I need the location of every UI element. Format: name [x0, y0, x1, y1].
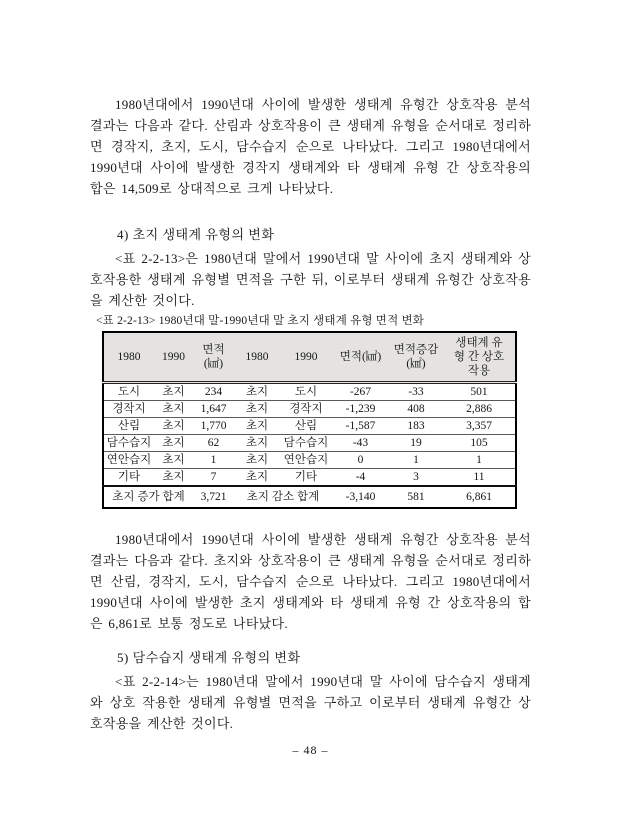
table-cell: 19: [389, 435, 443, 452]
table-cell: 초지: [234, 418, 280, 435]
paragraph-interaction-analysis-grassland: 1980년대에서 1990년대 사이에 발생한 생태계 유형간 상호작용 분석 결과는 다음과 같다. 초지와 상호작용이 큰 생태계 유형을 순서대로 정리하면 산림, 경작지, 도시, 담수습지 순으로 나타났다. 그리고 1980년대에서 1990년대 사이에 발생한 초지 생태계와 타 생태계 유형 간 상호작용의 합은 6,861로 보통 정도로 나타났다.: [90, 532, 531, 631]
table-header-cell: 면적(㎢): [332, 332, 389, 383]
table-cell: 기타: [280, 469, 332, 487]
table-cell: 산림: [103, 418, 154, 435]
page-content: [90, 94, 531, 758]
total-decrease-label: 초지 감소 합계: [234, 486, 332, 508]
table-caption: <표 2-2-13> 1980년대 말-1990년대 말 초지 생태계 유형 면적 변화: [96, 315, 425, 327]
table-header-cell: 면적증감(㎢): [389, 332, 443, 383]
table-cell: 초지: [234, 452, 280, 469]
table-cell: 초지: [154, 435, 193, 452]
table-cell: 1: [193, 452, 234, 469]
total-change-value: 581: [389, 486, 443, 508]
table-header-row: [103, 332, 516, 383]
table-cell: 초지: [245, 386, 269, 398]
table-cell: 초지: [234, 435, 280, 452]
table-cell: 경작지: [280, 401, 332, 418]
table-cell: 501: [470, 386, 488, 398]
table-row: [103, 418, 516, 435]
table-row: [103, 401, 516, 418]
paragraph-interaction-analysis-forest: 1980년대에서 1990년대 사이에 발생한 생태계 유형간 상호작용 분석 결과는 다음과 같다. 산림과 상호작용이 큰 생태계 유형을 순서대로 정리하면 경작지, 초지, 도시, 담수습지 순으로 나타났다. 그리고 1980년대에서 1990년대 사이에 발생한 경작지 생태계와 타 생태계 유형 간 상호작용의 합은 14,509로 상대적으로 크게 나타났다.: [90, 97, 531, 196]
table-cell: 도시: [294, 386, 318, 398]
table-cell: 105: [443, 435, 516, 452]
table-cell: 3,357: [443, 418, 516, 435]
total-increase-label: 초지 증가 합계: [103, 486, 193, 508]
table-cell: -33: [408, 386, 424, 398]
table-cell: 산림: [280, 418, 332, 435]
table-cell: 1: [389, 452, 443, 469]
table-cell: 연안습지: [280, 452, 332, 469]
table-cell: -1,239: [332, 401, 389, 418]
table-cell: 1: [443, 452, 516, 469]
table-cell: 초지: [154, 401, 193, 418]
total-interaction-value: 6,861: [443, 486, 516, 508]
table-cell: 7: [193, 469, 234, 487]
table-cell: 연안습지: [103, 452, 154, 469]
table-cell: 초지: [234, 401, 280, 418]
table-row: [103, 383, 516, 401]
table-cell: 경작지: [103, 401, 154, 418]
table-cell: 초지: [154, 452, 193, 469]
page-number: – 48 –: [292, 743, 329, 757]
table-header-cell: 1980: [103, 332, 154, 383]
table-header-cell: 생태계 유형 간 상호작용: [443, 332, 516, 383]
table-cell: 초지: [234, 469, 280, 487]
table-cell: 도시: [117, 386, 141, 398]
table-cell: 62: [193, 435, 234, 452]
table-cell: 초지: [162, 386, 185, 398]
section-heading-grassland: 4) 초지 생태계 유형의 변화: [117, 227, 275, 242]
table-cell: 초지: [154, 469, 193, 487]
table-cell: 초지: [154, 418, 193, 435]
table-cell: 2,886: [443, 401, 516, 418]
table-footer: [103, 486, 516, 508]
paragraph-table-2-2-13-intro: <표 2-2-13>은 1980년대 말에서 1990년대 말 사이에 초지 생태계와 상호작용한 생태계 유형별 면적을 구한 뒤, 이로부터 생태계 유형간 상호작용을 계산한 것이다.: [90, 251, 531, 308]
table-cell: 1,647: [193, 401, 234, 418]
table-row: [103, 452, 516, 469]
table-cell: -43: [332, 435, 389, 452]
table-row: [103, 435, 516, 452]
table-cell: 기타: [103, 469, 154, 487]
table-header-cell: 면적(㎢): [193, 332, 234, 383]
table-header-cell: 1990: [280, 332, 332, 383]
table-cell: -4: [332, 469, 389, 487]
grassland-change-table: [102, 331, 517, 509]
table-row: [103, 469, 516, 487]
table-cell: 담수습지: [103, 435, 154, 452]
table-cell: 183: [389, 418, 443, 435]
table-header-cell: 1990: [154, 332, 193, 383]
total-decrease-value: -3,140: [332, 486, 389, 508]
table-body: [103, 383, 516, 487]
table-cell: 담수습지: [280, 435, 332, 452]
table-cell: -267: [349, 386, 372, 398]
table-total-row: [103, 486, 516, 508]
table-cell: 3: [389, 469, 443, 487]
table-header-cell: 1980: [234, 332, 280, 383]
table-cell: 234: [204, 386, 223, 398]
total-increase-value: 3,721: [193, 486, 234, 508]
section-heading-freshwater-wetland: 5) 담수습지 생태계 유형의 변화: [117, 650, 301, 665]
table-cell: -1,587: [332, 418, 389, 435]
paragraph-table-2-2-14-intro: <표 2-2-14>는 1980년대 말에서 1990년대 말 사이에 담수습지 생태계와 상호 작용한 생태계 유형별 면적을 구하고 이로부터 생태계 유형간 상호작용을 계산한 것이다.: [90, 674, 531, 731]
table-cell: 11: [443, 469, 516, 487]
table-cell: 0: [332, 452, 389, 469]
table-cell: 1,770: [193, 418, 234, 435]
table-cell: 408: [389, 401, 443, 418]
